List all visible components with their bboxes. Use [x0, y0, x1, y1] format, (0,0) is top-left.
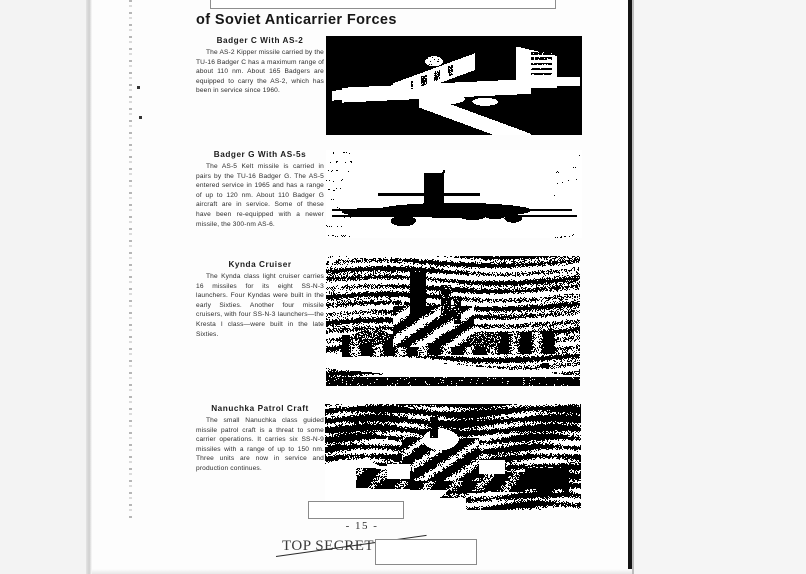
redaction-box-top — [210, 0, 556, 9]
entry-body: The small Nanuchka class guided missile patrol craft is a threat to some carrier operations. It carries six SS-N-9 missiles with a range of up to 150 nm. Three units are now in service and production continues. — [196, 417, 324, 472]
entry-title: Kynda Cruiser — [228, 260, 292, 269]
scanner-bed-right — [634, 0, 806, 574]
scan-speck — [137, 86, 140, 89]
scanner-bed-left — [0, 0, 92, 574]
entry-title: Badger G With AS-5s — [213, 150, 307, 159]
scan-artifact-streak — [129, 0, 132, 520]
photo-nanuchka-patrol-craft — [325, 404, 581, 510]
scan-speck — [139, 116, 142, 119]
classification-marking: TOP SECRET — [282, 538, 375, 554]
page-bottom-fold — [92, 569, 632, 574]
page-sheet — [92, 0, 632, 574]
photo-badger-c — [326, 36, 582, 135]
entry-text-block — [196, 404, 324, 474]
entry-body: The AS-2 Kipper missile carried by the TU-16 Badger C has a maximum range of about 110 nm. About 165 Badgers are equipped to carry the AS-2, which has been in service since 1960. — [196, 49, 324, 95]
page-binding-edge-highlight — [632, 0, 634, 574]
photo-badger-g — [326, 150, 582, 238]
entry-body: The AS-5 Kelt missile is carried in pairs by the TU-16 Badger G. The AS-5 entered service in 1965 and has a range of up to 120 nm. About 110 Badger G aircraft are in service. Some of these have been re-equipped with a newer missile, the 300-nm AS-6. — [196, 163, 324, 228]
entry-text-block — [196, 36, 324, 96]
page-number: - 15 - — [345, 520, 379, 532]
photo-kynda-cruiser — [326, 256, 580, 386]
entry-text-block — [196, 150, 324, 229]
redaction-box-footer — [375, 539, 477, 565]
entry-title: Badger C With AS-2 — [216, 36, 304, 45]
entry-body: The Kynda class light cruiser carries 16 missiles for its eight SS-N-3 launchers. Four Kyndas were built in the early Sixties. Another four missile cruisers, with four SS-N-3 launchers—the Kresta I class—were built in the late Sixties. — [196, 273, 324, 338]
page-title: of Soviet Anticarrier Forces — [196, 12, 397, 28]
entry-title: Nanuchka Patrol Craft — [211, 404, 309, 413]
entry-text-block — [196, 260, 324, 339]
redaction-box-bottom-left — [308, 501, 404, 519]
